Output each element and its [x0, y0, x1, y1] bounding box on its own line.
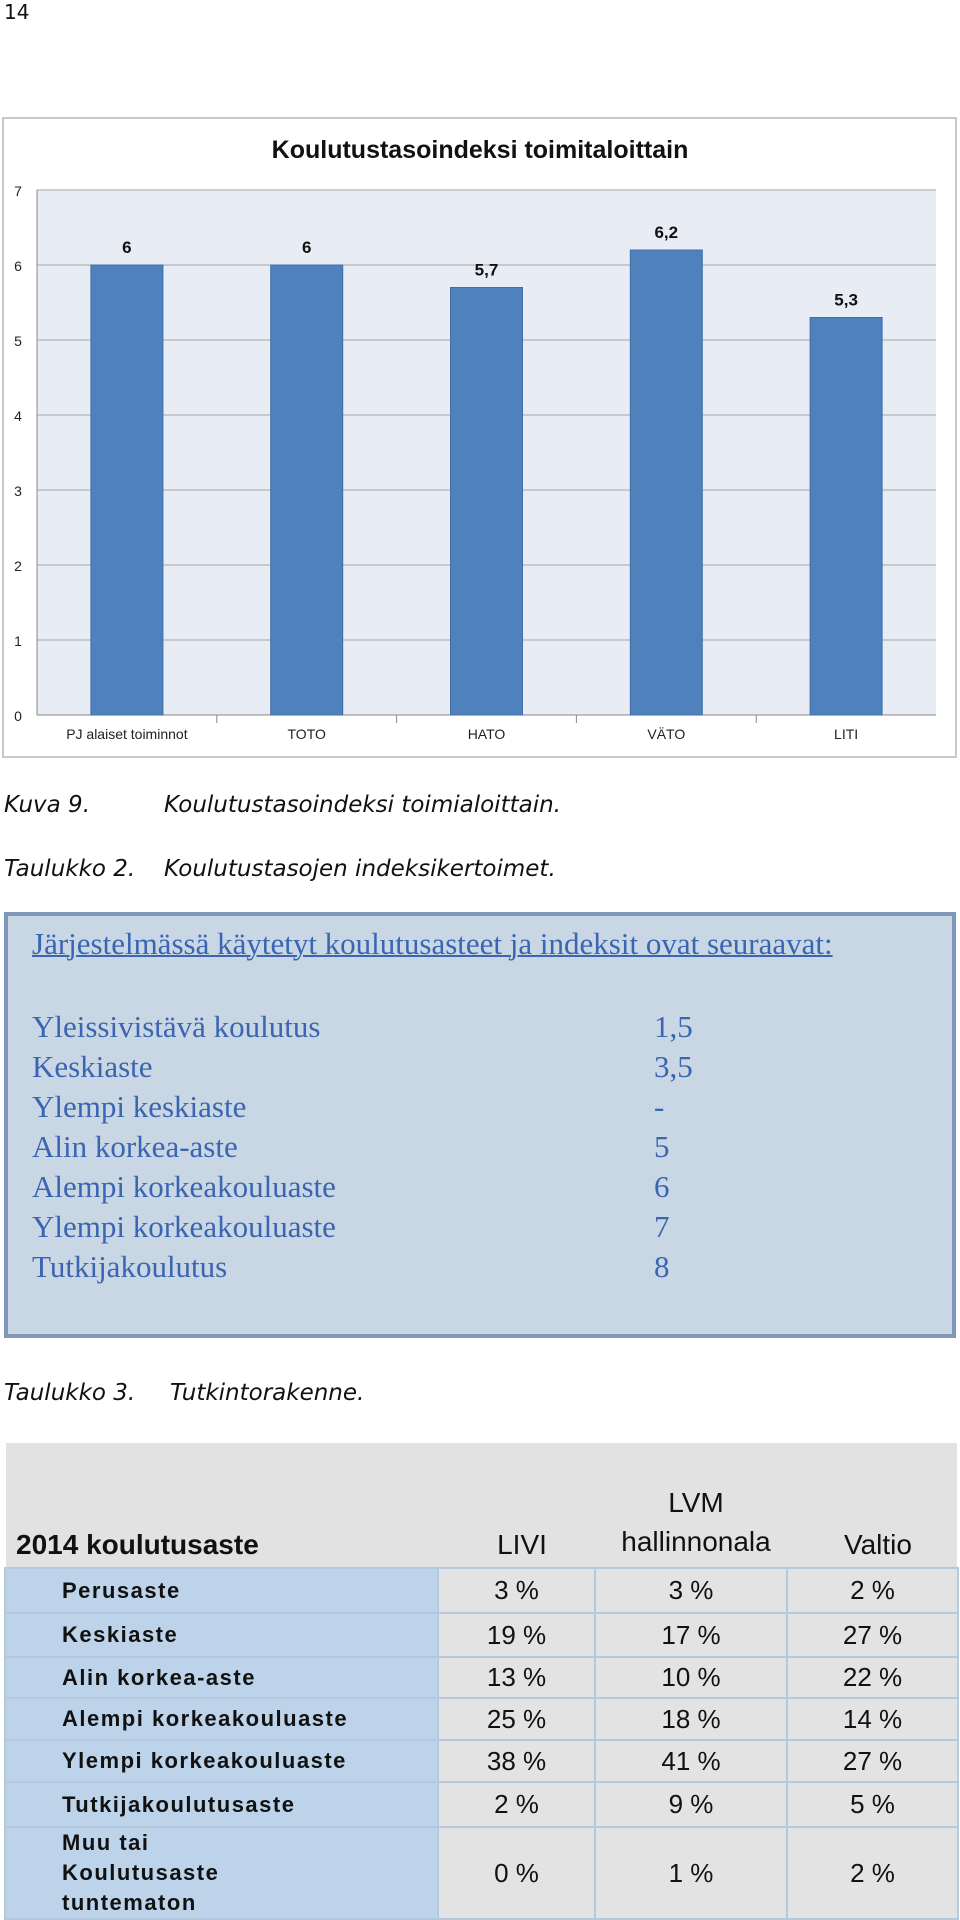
- row-name: Ylempi korkeakouluaste: [5, 1740, 438, 1782]
- header-lvm-line2: hallinnonala: [621, 1526, 771, 1557]
- index-row-label: Alin korkea-aste: [32, 1129, 238, 1164]
- cell-valtio: 22 %: [787, 1657, 958, 1698]
- cell-valtio: 27 %: [787, 1740, 958, 1782]
- figure-caption-number: Kuva 9.: [4, 792, 91, 818]
- index-row-value: 5: [654, 1129, 670, 1164]
- table-header: [6, 1443, 957, 1568]
- cell-valtio: 5 %: [787, 1782, 958, 1827]
- index-row-value: 7: [654, 1209, 670, 1244]
- bar: [91, 265, 163, 715]
- index-row-label: Alempi korkeakouluaste: [32, 1169, 336, 1204]
- cell-lvm: 9 %: [595, 1782, 787, 1827]
- index-row-value: 1,5: [654, 1009, 693, 1044]
- cell-lvm: 17 %: [595, 1613, 787, 1657]
- index-row-value: 6: [654, 1169, 670, 1204]
- bar: [271, 265, 343, 715]
- index-row-label: Ylempi korkeakouluaste: [32, 1209, 336, 1244]
- x-category-label: LITI: [834, 726, 859, 742]
- y-tick-label: 1: [14, 633, 22, 649]
- chart-title: Koulutustasoindeksi toimitaloittain: [271, 136, 689, 164]
- bar-value-label: 5,7: [474, 260, 499, 280]
- cell-lvm: 10 %: [595, 1657, 787, 1698]
- x-category-label: HATO: [467, 726, 506, 742]
- y-tick-label: 3: [14, 483, 22, 499]
- page-number: 14: [4, 0, 30, 24]
- bar-chart: [0, 0, 960, 760]
- cell-valtio: 2 %: [787, 1568, 958, 1613]
- row-name: Keskiaste: [5, 1613, 438, 1657]
- cell-livi: 19 %: [438, 1613, 595, 1657]
- y-tick-label: 7: [14, 183, 22, 199]
- header-livi: LIVI: [497, 1529, 547, 1560]
- index-row-value: 8: [654, 1249, 670, 1284]
- bar-value-label: 6,2: [654, 223, 679, 242]
- y-tick-label: 4: [14, 408, 22, 424]
- cell-livi: 3 %: [438, 1568, 595, 1613]
- row-name: Perusaste: [5, 1568, 438, 1613]
- cell-livi: 0 %: [438, 1827, 595, 1919]
- cell-livi: 38 %: [438, 1740, 595, 1782]
- index-row-value: -: [654, 1089, 665, 1124]
- figure-caption-text: Koulutustasoindeksi toimialoittain.: [164, 792, 561, 818]
- bar-value-label: 6: [122, 238, 132, 257]
- cell-lvm: 41 %: [595, 1740, 787, 1782]
- row-name: Alin korkea-aste: [5, 1657, 438, 1698]
- bar: [630, 250, 702, 715]
- cell-lvm: 3 %: [595, 1568, 787, 1613]
- x-category-label: PJ alaiset toiminnot: [66, 726, 188, 742]
- table-row: [5, 1613, 958, 1657]
- index-multiplier-box: [4, 912, 956, 1338]
- cell-livi: 25 %: [438, 1698, 595, 1740]
- table2-caption-text: Koulutustasojen indeksikertoimet.: [164, 856, 556, 882]
- x-category-label: TOTO: [287, 726, 326, 742]
- index-row-label: Tutkijakoulutus: [32, 1249, 228, 1284]
- cell-valtio: 27 %: [787, 1613, 958, 1657]
- cell-valtio: 14 %: [787, 1698, 958, 1740]
- x-category-label: VÄTO: [647, 726, 686, 742]
- y-tick-label: 6: [14, 258, 22, 274]
- cell-lvm: 1 %: [595, 1827, 787, 1919]
- table-row: [5, 1782, 958, 1827]
- header-valtio: Valtio: [844, 1529, 912, 1560]
- y-tick-label: 2: [14, 558, 22, 574]
- y-tick-label: 5: [14, 333, 22, 349]
- cell-valtio: 2 %: [787, 1827, 958, 1919]
- table3-caption-text: Tutkintorakenne.: [170, 1380, 365, 1406]
- table-row: [5, 1657, 958, 1698]
- degree-structure-table: [4, 1567, 959, 1920]
- table-row: [5, 1698, 958, 1740]
- row-name: Alempi korkeakouluaste: [5, 1698, 438, 1740]
- bar-value-label: 5,3: [834, 290, 858, 310]
- cell-livi: 2 %: [438, 1782, 595, 1827]
- index-box-heading: Järjestelmässä käytetyt koulutusasteet ja indeksit ovat seuraavat:: [32, 926, 833, 961]
- index-row-value: 3,5: [654, 1049, 693, 1084]
- table2-caption-number: Taulukko 2.: [4, 856, 136, 882]
- row-name: Muu tai Koulutusaste tuntematon: [5, 1827, 438, 1919]
- table-row: [5, 1740, 958, 1782]
- bar: [451, 288, 523, 716]
- cell-lvm: 18 %: [595, 1698, 787, 1740]
- table3-caption-number: Taulukko 3.: [4, 1380, 136, 1406]
- row-name: Tutkijakoulutusaste: [5, 1782, 438, 1827]
- y-tick-label: 0: [14, 708, 22, 724]
- bar-value-label: 6: [301, 238, 312, 257]
- index-row-label: Keskiaste: [32, 1049, 153, 1084]
- bar: [810, 318, 882, 716]
- cell-livi: 13 %: [438, 1657, 595, 1698]
- index-row-label: Yleissivistävä koulutus: [32, 1009, 321, 1044]
- table-row: [5, 1568, 958, 1613]
- header-education-level: 2014 koulutusaste: [16, 1529, 259, 1560]
- table-row: [5, 1827, 958, 1919]
- index-row-label: Ylempi keskiaste: [32, 1089, 247, 1124]
- header-lvm-line1: LVM: [668, 1487, 724, 1518]
